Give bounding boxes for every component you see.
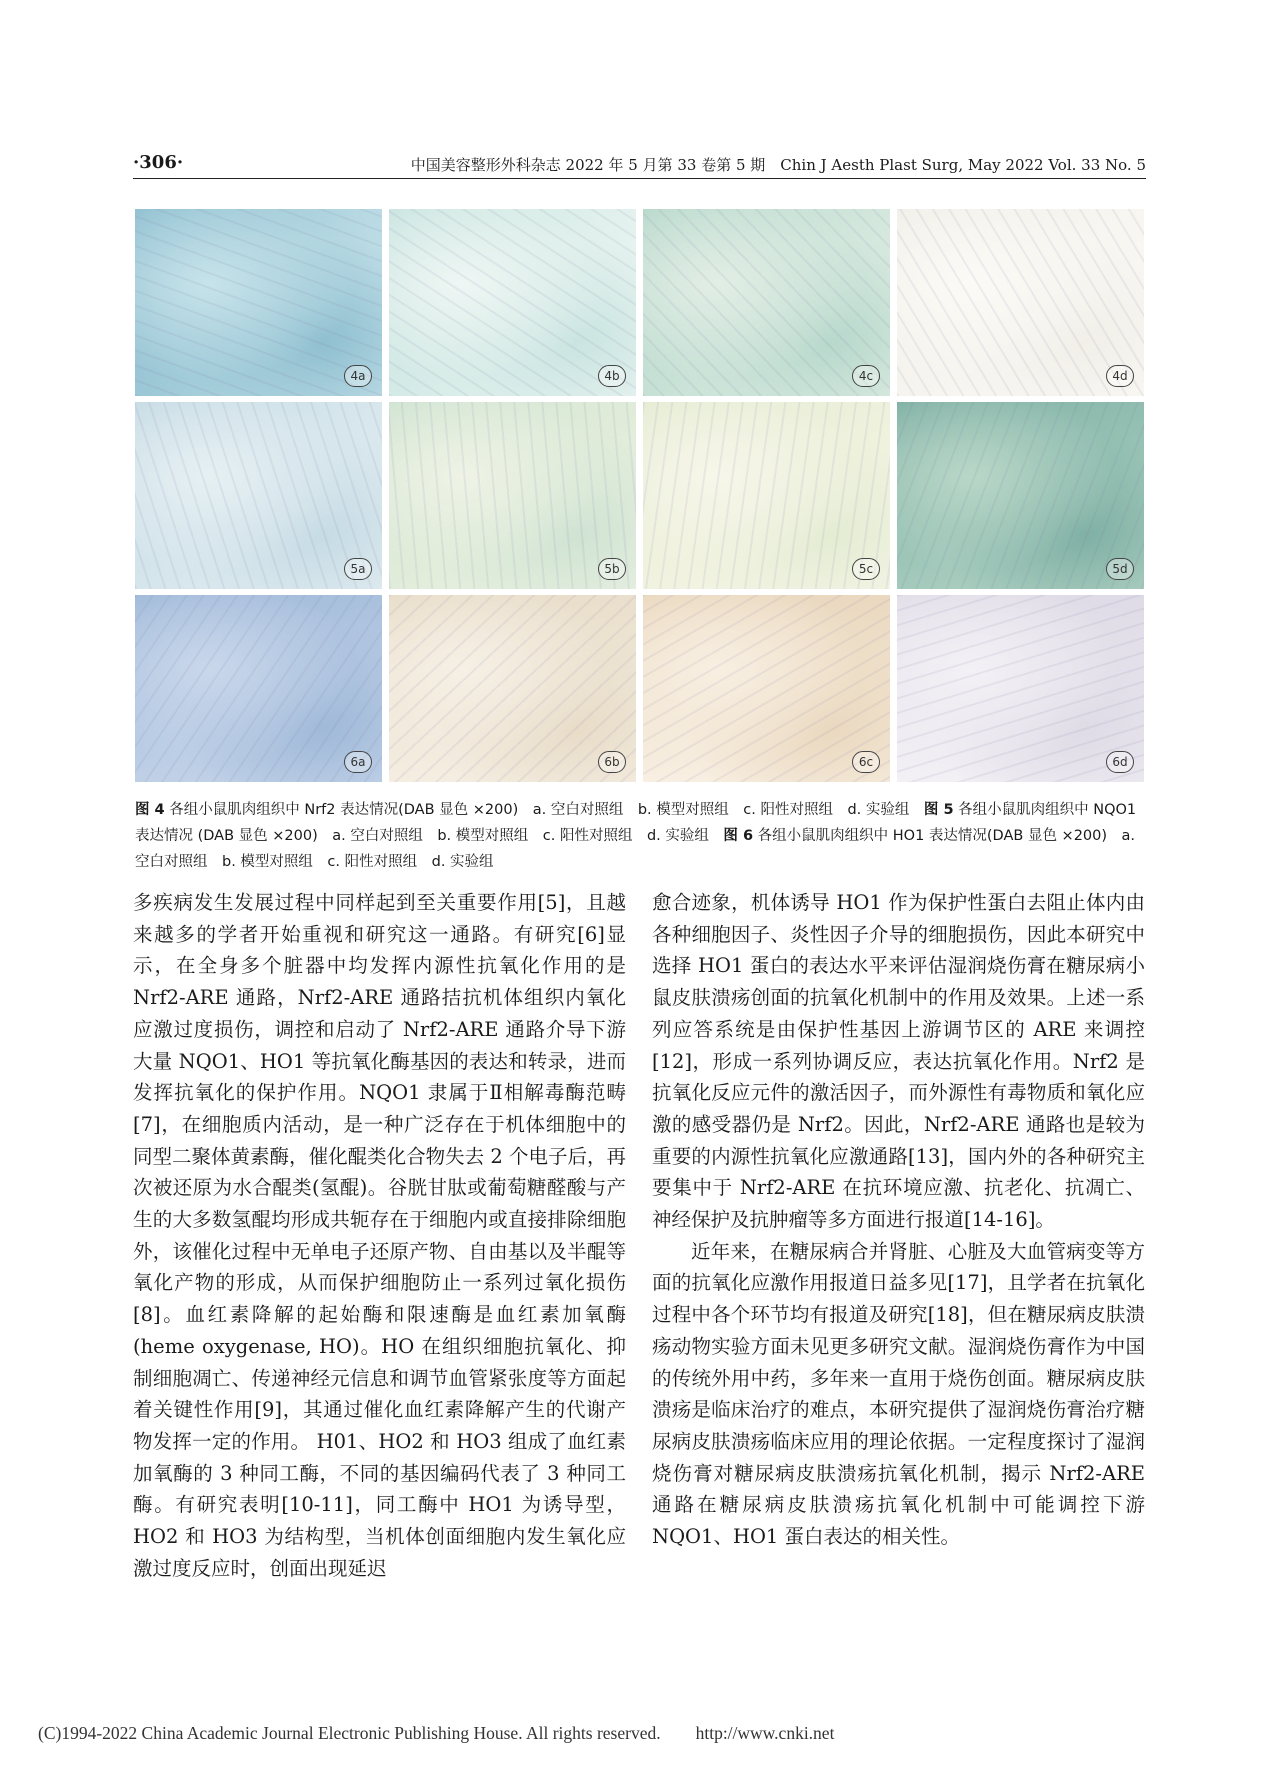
panel-label: 5a bbox=[344, 558, 372, 580]
panel-label: 6d bbox=[1106, 751, 1134, 773]
micrograph-panel bbox=[897, 595, 1144, 782]
body-paragraph: 近年来，在糖尿病合并肾脏、心脏及大血管病变等方面的抗氧化应激作用报道日益多见[17]，且学者在抗氧化过程中各个环节均有报道及研究[18]，但在糖尿病皮肤溃疡动物实验方面未见更多研究文献。湿润烧伤膏作为中国的传统外用中药，多年来一直用于烧伤创面。糖尿病皮肤溃疡是临床治疗的难点，本研究提供了湿润烧伤膏治疗糖尿病皮肤溃疡临床应用的理论依据。一定程度探讨了湿润烧伤膏对糖尿病皮肤溃疡抗氧化机制，揭示 Nrf2-ARE 通路在糖尿病皮肤溃疡抗氧化机制中可能调控下游 NQO1、HO1 蛋白表达的相关性。 bbox=[652, 1239, 1145, 1549]
fig6-text: 各组小鼠肌肉组织中 HO1 表达情况(DAB 显色 ×200) a. 空白对照组 b. 模型对照组 c. 阳性对照组 d. 实验组 bbox=[135, 828, 1136, 870]
running-header bbox=[133, 152, 1146, 176]
figure-caption bbox=[135, 797, 1145, 875]
copyright-footer: (C)1994-2022 China Academic Journal Electronic Publishing House. All rights reserved. http://www.cnki.net bbox=[38, 1723, 835, 1743]
journal-citation: 中国美容整形外科杂志 2022 年 5 月第 33 卷第 5 期 Chin J Aesth Plast Surg, May 2022 Vol. 33 No. 5 bbox=[410, 156, 1146, 174]
panel-label: 6b bbox=[598, 751, 626, 773]
micrograph-panel bbox=[389, 209, 636, 396]
page-number: ·306· bbox=[133, 152, 184, 173]
micrograph-panel bbox=[643, 402, 890, 589]
fig4-label: 图 4 bbox=[135, 802, 165, 818]
panel-label: 5d bbox=[1106, 558, 1134, 580]
micrograph-figure-grid bbox=[135, 209, 1145, 783]
fig5-text: 各组小鼠肌肉组织中 NQO1 表达情况 (DAB 显色 ×200) a. 空白对照组 b. 模型对照组 c. 阳性对照组 d. 实验组 bbox=[135, 802, 1137, 844]
panel-label: 4c bbox=[852, 365, 880, 387]
micrograph-panel bbox=[135, 402, 382, 589]
micrograph-panel bbox=[389, 402, 636, 589]
micrograph-panel bbox=[897, 209, 1144, 396]
body-paragraph: 多疾病发生发展过程中同样起到至关重要作用[5]，且越来越多的学者开始重视和研究这一通路。有研究[6]显示，在全身多个脏器中均发挥内源性抗氧化作用的是 Nrf2-ARE 通路，Nrf2-ARE 通路拮抗机体组织内氧化应激过度损伤，调控和启动了 Nrf2-ARE 通路介导下游大量 NQO1、HO1 等抗氧化酶基因的表达和转录，进而发挥抗氧化的保护作用。NQO1 隶属于Ⅱ相解毒酶范畴[7]，在细胞质内活动，是一种广泛存在于机体细胞中的同型二聚体黄素酶，催化醌类化合物失去 2 个电子后，再次被还原为水合醌类(氢醌)。谷胱甘肽或葡萄糖醛酸与产生的大多数氢醌均形成共轭存在于细胞内或直接排除细胞外，该催化过程中无单电子还原产物、自由基以及半醌等氧化产物的形成，从而保护细胞防止一系列过氧化损伤[8]。血红素降解的起始酶和限速酶是血红素加氧酶(heme oxygenase, HO)。HO 在组织细胞抗氧化、抑制细胞凋亡、传递神经元信息和调节血管紧张度等方面起着关键性作用[9]，其通过催化血红素降解产生的代谢产物发挥一定的作用。 H01、HO2 和 HO3 组成了血红素加氧酶的 3 种同工酶，不同的基因编码代表了 3 种同工酶。有研究表明[10-11]，同工酶中 HO1 为诱导型，HO2 和 HO3 为结构型，当机体创面细胞内发生氧化应激过度反应时，创面出现延迟 bbox=[133, 891, 626, 1580]
micrograph-panel bbox=[643, 595, 890, 782]
panel-label: 4a bbox=[344, 365, 372, 387]
header-rule bbox=[133, 178, 1146, 179]
fig4-text: 各组小鼠肌肉组织中 Nrf2 表达情况(DAB 显色 ×200) a. 空白对照组 b. 模型对照组 c. 阳性对照组 d. 实验组 bbox=[169, 802, 924, 818]
panel-label: 6c bbox=[852, 751, 880, 773]
panel-label: 4b bbox=[598, 365, 626, 387]
fig5-label: 图 5 bbox=[923, 802, 954, 818]
panel-label: 6a bbox=[344, 751, 372, 773]
right-column bbox=[652, 887, 1145, 1553]
body-paragraph: 愈合迹象，机体诱导 HO1 作为保护性蛋白去阻止体内由各种细胞因子、炎性因子介导的细胞损伤，因此本研究中选择 HO1 蛋白的表达水平来评估湿润烧伤膏在糖尿病小鼠皮肤溃疡创面的抗氧化机制中的作用及效果。上述一系列应答系统是由保护性基因上游调节区的 ARE 来调控[12]，形成一系列协调反应，表达抗氧化作用。Nrf2 是抗氧化反应元件的激活因子，而外源性有毒物质和氧化应激的感受器仍是 Nrf2。因此，Nrf2-ARE 通路也是较为重要的内源性抗氧化应激通路[13]，国内外的各种研究主要集中于 Nrf2-ARE 在抗环境应激、抗老化、抗凋亡、神经保护及抗肿瘤等多方面进行报道[14-16]。 bbox=[652, 891, 1145, 1232]
micrograph-panel bbox=[135, 209, 382, 396]
panel-label: 4d bbox=[1106, 365, 1134, 387]
micrograph-panel bbox=[897, 402, 1144, 589]
micrograph-panel bbox=[389, 595, 636, 782]
left-column bbox=[133, 887, 626, 1584]
panel-label: 5b bbox=[598, 558, 626, 580]
micrograph-panel bbox=[643, 209, 890, 396]
fig6-label: 图 6 bbox=[723, 828, 754, 844]
micrograph-panel bbox=[135, 595, 382, 782]
panel-label: 5c bbox=[852, 558, 880, 580]
